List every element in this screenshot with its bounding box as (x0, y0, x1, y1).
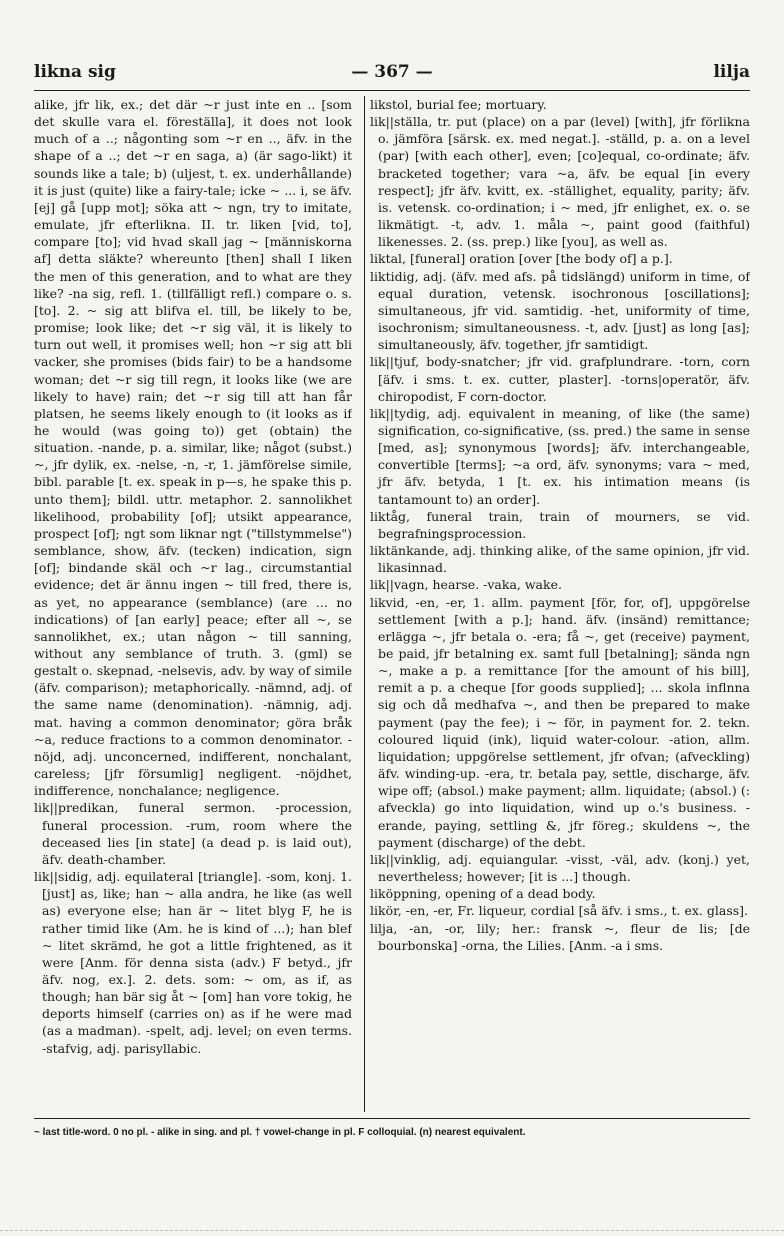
running-head-left: likna sig (34, 62, 116, 82)
entry-likvinklig: lik||vinklig, adj. equiangular. -visst, -väl, adv. (konj.) yet, nevertheless; however; [it is ...] though. (370, 851, 750, 885)
entry-likpredikan: lik||predikan, funeral sermon. -procession, funeral procession. -rum, room where the deceased lies [in state] (a dead p. is laid out), äfv. death-chamber. (34, 800, 352, 867)
footer-rule (34, 1118, 750, 1119)
page-edge-line (0, 1230, 784, 1231)
page-number: — 367 — (351, 62, 433, 82)
entry-likstol: likstol, burial fee; mortuary. (370, 97, 547, 112)
entry-liktankande: liktänkande, adj. thinking alike, of the same opinion, jfr vid. likasinnad. (370, 543, 750, 576)
entry-liktidig: liktidig, adj. (äfv. med afs. på tidslängd) uniform in time, of equal duration, vetensk. isochronous [oscillations]; simultaneous, jfr vid. samtidig. -het, uniformity of time, isochronism; simultaneousness. -t, adv. [just] as long [as]; simultaneously, äfv. together, jfr samtidigt. (370, 268, 750, 353)
entry-liktal: liktal, [funeral] oration [over [the body of] a p.]. (370, 251, 673, 267)
entry-liktydig: lik||tydig, adj. equivalent in meaning, of like (the same) signification, co-significative, (ss. pred.) the same in sense [med, as]; synonymous [words]; äfv. interchangeable, convertible [terms]; ~a ord, äfv. synonyms; vara ~ med, jfr äfv. betyda, 1 [t. ex. his intimation means (is tantamount to) an order]. (370, 405, 750, 507)
entry-liktjuf: lik||tjuf, body-snatcher; jfr vid. grafplundrare. -torn, corn [äfv. i sms. t. ex. cutter, plaster]. -torns|operatör, äfv. chiropodist, F corn-doctor. (370, 354, 750, 404)
abbreviation-key: ~ last title-word. 0 no pl. - alike in sing. and pl. † vowel-change in pl. F colloquial. (n) nearest equivalent. (34, 1127, 526, 1138)
left-column (34, 96, 352, 1118)
entry-likstalla: lik||ställa, tr. put (place) on a par (level) [with], jfr förlikna o. jämföra [särsk. ex. med negat.]. -ställd, p. a. on a level (par) [with each other], even; [co]equal, co-ordinate; äfv. bracketed together; vara ~a, äfv. be equal [in every respect]; jfr äfv. kvitt, ex. -ställighet, equality, parity; äfv. is. vetensk. co-ordination; i ~ med, jfr enlighet, ex. o. se likmätigt. -t, adv. 1. måla ~, paint good (faithful) likenesses. 2. (ss. prep.) like [you], as well as. (370, 114, 750, 250)
header-rule (34, 90, 750, 91)
entry-likna-continued: alike, jfr lik, ex.; det där ~r just inte en .. [som det skulle vara el. föreställa], it does not look much of a ..; någonting som ~r en .., äfv. in the shape of a ..; det ~r en saga, a) (är sago-likt) it sounds like a tale; b) (uljest, t. ex. underhållande) it is just (quite) like a fairy-tale; icke ~ ... i, se äfv. [ej] gå [upp mot]; söka att ~ ngn, try to imitate, emulate, jfr efterlikna. II. tr. liken [vid, to], compare [to]; vid hvad skall jag ~ [människorna af] detta släkte? whereunto [then] shall I liken the men of this generation, and to what are they like? -na sig, refl. 1. (tillfälligt refl.) compare o. s. [to]. 2. ~ sig att blifva el. till, be likely to be, promise; look like; det ~r sig väl, it is likely to turn out well, it promises well; hon ~r sig att bli vacker, she promises (bids fair) to be a handsome woman; det ~r sig till regn, it looks like (we are likely to have) rain; det ~r sig till att han får platsen, he seems likely enough to (it looks as if he would (was going to)) get (obtain) the situation. -nande, p. a. similar, like; något (subst.) ~, jfr dylik, ex. -nelse, -n, -r, 1. jämförelse simile, bibl. parable [t. ex. speak in p—s, he spake this p. unto them]; bildl. uttr. metaphor. 2. sannolikhet likelihood, probability [of]; utsikt appearance, prospect [of]; ngt som liknar ngt ("tillstymmelse") semblance, show, äfv. (tecken) indication, sign [of]; bindande skäl och ~r lag., circumstantial evidence; det är ännu ingen ~ till fred, there is, as yet, no appearance (semblance) (are ... no indications) of [an early] peace; efter all ~, se sannolikhet, ex.; utan någon ~ till sanning, without any semblance of truth. 3. (gml) se gestalt o. skepnad, -nelsevis, adv. by way of simile (äfv. comparison); metaphorically. -nämnd, adj. of the same name (denomination). -nämnig, adj. mat. having a common denominator; göra bråk ~a, reduce fractions to a common denominator. -nöjd, adj. unconcerned, indifferent, nonchalant, careless; [jfr försumlig] negligent. -nöjdhet, indifference, nonchalance; negligence. (34, 97, 352, 799)
entry-likoppning: liköppning, opening of a dead body. (370, 886, 596, 902)
page-header (34, 62, 750, 88)
running-head-right: lilja (713, 62, 750, 82)
entry-lilja: lilja, -an, -or, lily; her.: fransk ~, fleur de lis; [de bourbonska] -orna, the Lilies. [Anm. -a i sms. (370, 920, 750, 953)
entry-likvid: likvid, -en, -er, 1. allm. payment [för, for, of], uppgörelse settlement [with a p.]; hand. äfv. (insänd) remittance; erlägga ~, jfr betala o. -era; få ~, get (receive) payment, be paid, jfr betalning ex. samt full [betalning]; sända ngn ~, make a p. a remittance [for the amount of his bill], remit a p. a cheque [for goods supplied]; ... skola inflnna sig och då medhafva ~, and then be prepared to make payment (pay the fee); i ~ för, in payment for. 2. tekn. coloured liquid (ink), liquid water-colour. -ation, allm. liquidation; uppgörelse settlement, jfr ofvan; (afveckling) äfv. winding-up. -era, tr. betala pay, settle, discharge, äfv. wipe off; (absol.) make payment; allm. liquidate; (absol.) (: afveckla) go into liquidation, wind up o.'s business. -erande, paying, settling &, jfr föreg.; skuldens ~, the payment (discharge) of the debt. (370, 594, 750, 850)
entry-likor: likör, -en, -er, Fr. liqueur, cordial [så äfv. i sms., t. ex. glass]. (370, 903, 749, 919)
entry-likvagn: lik||vagn, hearse. -vaka, wake. (370, 577, 562, 593)
right-column (370, 96, 750, 1118)
entry-liksidig: lik||sidig, adj. equilateral [triangle]. -som, konj. 1. [just] as, like; han ~ alla andra, he like (as well as) everyone else; han är ~ litet blyg F, he is rather timid like (Am. he is kind of ...); han blef ~ litet skrämd, he got a little frightened, as it were [Anm. för denna sista (adv.) F betyd., jfr äfv. nog, ex.]. 2. dets. som: ~ om, as if, as though; han bär sig åt ~ [om] han vore tokig, he deports himself (carries on) as if he were mad (as a madman). -spelt, adj. level; on even terms. -stafvig, adj. parisyllabic. (34, 869, 352, 1056)
entry-liktag: liktåg, funeral train, train of mourners, se vid. begrafningsprocession. (370, 508, 750, 541)
column-divider (364, 96, 365, 1112)
